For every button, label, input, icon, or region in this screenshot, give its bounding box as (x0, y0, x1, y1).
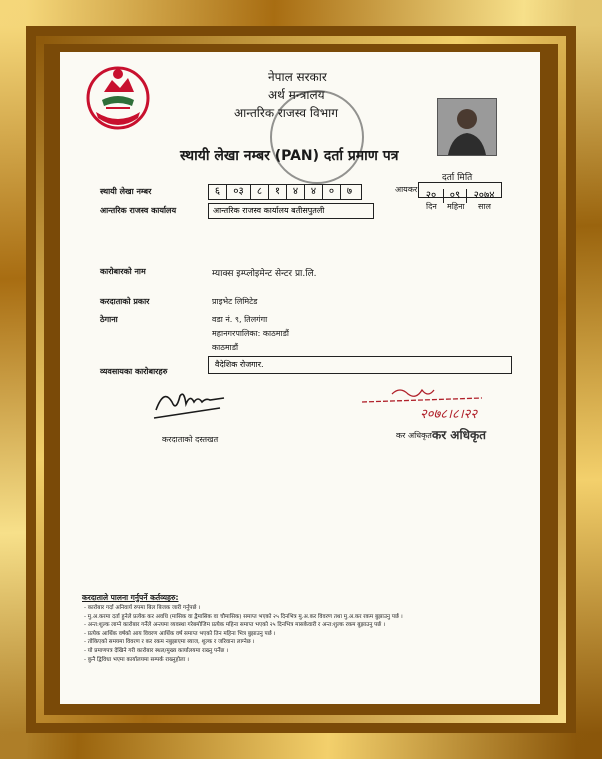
taxpayer-type-label: करदाताको प्रकार (100, 297, 150, 306)
date-month: ०९ (444, 189, 467, 203)
business-type-box: वैदेशिक रोजगार. (208, 356, 512, 374)
taxpayer-type-value: प्राइभेट लिमिटेड (212, 297, 258, 306)
officer-handwritten-date: २०७८।८।२२ (420, 407, 478, 422)
office-label: आन्तरिक राजस्व कार्यालय (100, 206, 177, 215)
duty-item: - कारोबार गर्दा अनिवार्य रुपमा बिल बिजक जारी गर्नुपर्छ । (84, 605, 201, 611)
duty-item: - तोकिएको समयमा विवरण र कर रकम नबुझाएमा ब्याज, शुल्क र जरिवाना लाग्नेछ । (84, 639, 255, 646)
nepal-emblem-icon (82, 62, 154, 134)
address-label: ठेगाना (100, 315, 118, 324)
header-ministry: अर्थ मन्त्रालय (268, 88, 325, 102)
pan-number-box (208, 184, 362, 200)
page-title: स्थायी लेखा नम्बर (PAN) दर्ता प्रमाण पत्र (180, 148, 399, 164)
business-name-label: कारोबारको नाम (100, 267, 146, 276)
pan-digit: ६ (209, 185, 227, 199)
registration-date-prefix: आयकर: (395, 185, 420, 194)
duty-item: - यो प्रमाणपत्र देखिने गरी कारोबार स्थल/मुख्य कार्यालयमा राख्नु पर्नेछ । (84, 647, 229, 654)
pan-digit: ४ (287, 185, 305, 199)
taxpayer-signature-label: करदाताको दस्तखत (162, 435, 219, 444)
duty-item: - प्रत्येक आर्थिक वर्षको आय विवरण आर्थिक वर्ष समाप्त भएको तिन महिना भित्र बुझाउनु पर्छ । (84, 630, 276, 637)
duty-item: - अन्त:शुल्क लाग्ने कारोबार गर्नेले अन्त्यमा व्यवस्था गरेबमोजिम प्रत्येक महिना समाप्त भएको २५ दिनभित्र मासकेवारी र अन्त:शुल्क रकम बुझाउनु पर्छ । (84, 622, 386, 629)
duties-list (84, 604, 534, 664)
year-label: साल (478, 202, 491, 211)
registration-date-label: दर्ता मिति (442, 173, 473, 183)
header-department: आन्तरिक राजस्व विभाग (234, 106, 339, 120)
duty-item: - मु.अ.करमा दर्ता हुनेले प्रत्येक कर अवधि (मासिक वा द्वैमासिक वा चौमासिक) समाप्त भएको २५ दिनभित्र मु.अ.कर विवरण तथा मु.अ.कर रकम बुझाउनु पर्छ । (84, 613, 403, 620)
pan-digit: ७ (346, 186, 353, 197)
person-photo-icon (438, 99, 496, 155)
header-government: नेपाल सरकार (268, 70, 327, 84)
business-type-label: व्यवसायका कारोबारहरु (100, 367, 168, 376)
taxpayer-signature-image (150, 382, 230, 422)
registration-date-box (418, 182, 502, 201)
taxpayer-photo (437, 98, 497, 156)
duty-item: - कुनै द्विविधा भएमा कार्यालयमा सम्पर्क राख्नुहोला । (84, 656, 190, 663)
business-name-value: म्याक्स इम्प्लोइमेन्ट सेन्टर प्रा.लि. (212, 269, 317, 279)
pan-digit: ० (323, 185, 341, 199)
month-label: महिना (447, 202, 465, 211)
address-line2: महानगरपालिका: काठमाडौं (212, 329, 289, 338)
office-box: आन्तरिक राजस्व कार्यालय बतीसपुतली (208, 203, 374, 219)
officer-label-printed: कर अधिकृत (396, 431, 432, 440)
pan-label: स्थायी लेखा नम्बर (100, 187, 152, 196)
date-day: २० (419, 189, 444, 203)
pan-digit: ०३ (227, 185, 251, 199)
pan-digit: ८ (251, 185, 269, 199)
address-line3: काठमाडौं (212, 343, 239, 352)
date-year: २०७४ (473, 190, 495, 201)
pan-digit: ४ (305, 185, 323, 199)
day-label: दिन (426, 202, 437, 211)
officer-label-stamped: कर अधिकृत (432, 428, 487, 442)
duties-heading: करदाताले पालना गर्नुपर्ने कर्तव्यहरु: (82, 593, 179, 602)
address-line1: वडा नं. ९, तिलगंगा (212, 315, 268, 324)
pan-digit: १ (269, 185, 287, 199)
